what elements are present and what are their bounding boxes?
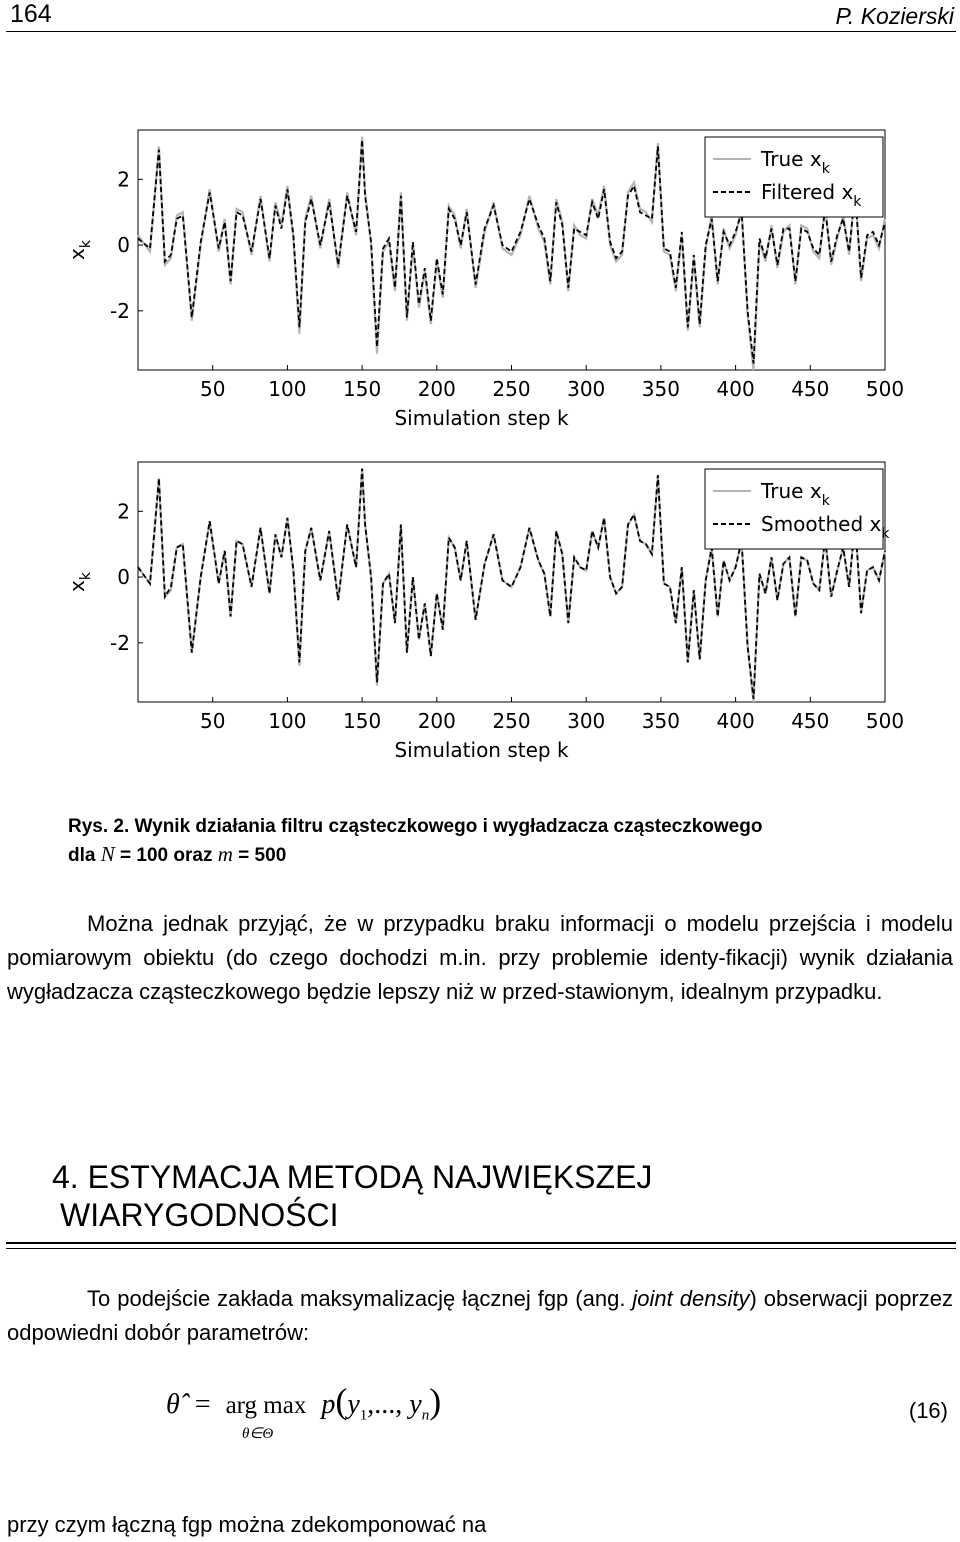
smoothed-chart [60,452,905,767]
paragraph-2: To podejście zakłada maksymalizację łącznej fgp (ang. joint density) obserwacji poprzez odpowiedni dobór parametrów: [7,1286,953,1345]
y-tick-label: -2 [110,630,130,655]
x-tick-label: 300 [567,709,606,733]
x-tick-label: 100 [268,709,307,733]
x-tick-label: 500 [865,709,905,733]
x-axis-label: Simulation step k [394,406,569,430]
x-tick-label: 100 [268,377,307,401]
x-tick-label: 400 [716,709,755,733]
y-tick-label: 2 [117,499,130,524]
y-tick-label: 2 [117,167,130,192]
section-heading [52,1157,653,1235]
running-author: P. Kozierski [835,3,954,29]
x-tick-label: 450 [791,377,830,401]
x-tick-label: 200 [417,377,456,401]
y-axis-label-text: $x_k$ [65,240,94,260]
x-tick-label: 250 [492,377,531,401]
x-tick-label: 50 [199,377,226,401]
equation-16: θ̂ = arg max θ∈Θ $p(y_1$,..., $y_n$) [166,1381,442,1442]
paragraph-1: Można jednak przyjąć, że w przypadku braku informacji o modelu przejścia i modelu pomiarowym obiektu (do czego dochodzi m.in. przy problemie identy-fikacji) wynik działania wygładzacza cząsteczkowego będzie lepszy niż w przed-stawionym, idealnym przypadku. [7,911,953,1004]
y-axis-label [65,239,94,260]
legend-label-1: True $x_k$ [761,479,830,509]
x-axis-label: Simulation step k [394,738,569,762]
header-rule [6,31,956,32]
legend-label-sub: k [821,161,830,177]
y-axis-label-sub: k [78,572,94,581]
paragraph-3: przy czym łączną fgp można zdekomponować na [7,1512,487,1537]
legend-label-2: Smoothed $x_k$ [761,512,890,542]
legend-label-sub: k [853,194,862,210]
page-number: 164 [10,0,52,28]
legend-label-2: Filtered $x_k$ [761,180,862,210]
section-heading-line-2: WIARYGODNOŚCI [60,1197,339,1233]
x-tick-label: 450 [791,709,830,733]
figure-caption [68,816,762,867]
y-tick-label: -2 [110,298,130,323]
x-tick-label: 150 [343,709,382,733]
legend-label-sub: k [821,493,830,509]
filtered-chart [60,120,905,435]
legend-label-sub: k [881,526,890,542]
theta-hat: θ̂ [166,1389,180,1420]
x-tick-label: 300 [567,377,606,401]
x-tick-label: 400 [716,377,755,401]
x-tick-label: 200 [417,709,456,733]
section-rule [6,1242,956,1249]
legend-label-1: True $x_k$ [761,147,830,177]
caption-line-2: dla N = 100 oraz m = 500 [68,842,287,866]
x-tick-label: 50 [199,709,226,733]
x-tick-label: 250 [492,709,531,733]
section-heading-line-1: 4. ESTYMACJA METODĄ NAJWIĘKSZEJ [52,1159,653,1195]
y-tick-label: 0 [117,565,130,590]
y-axis-label-text: $x_k$ [65,572,94,592]
equation-number: (16) [908,1398,948,1423]
x-tick-label: 350 [641,377,680,401]
y-axis-label [65,571,94,592]
caption-line-1: Rys. 2. Wynik działania filtru cząsteczkowego i wygładzacza cząsteczkowego [68,816,763,837]
x-tick-label: 500 [865,377,905,401]
x-tick-label: 150 [343,377,382,401]
x-tick-label: 350 [641,709,680,733]
argmax-subscript: θ∈Θ [242,1426,274,1442]
y-axis-label-sub: k [78,240,94,249]
y-tick-label: 0 [117,233,130,258]
